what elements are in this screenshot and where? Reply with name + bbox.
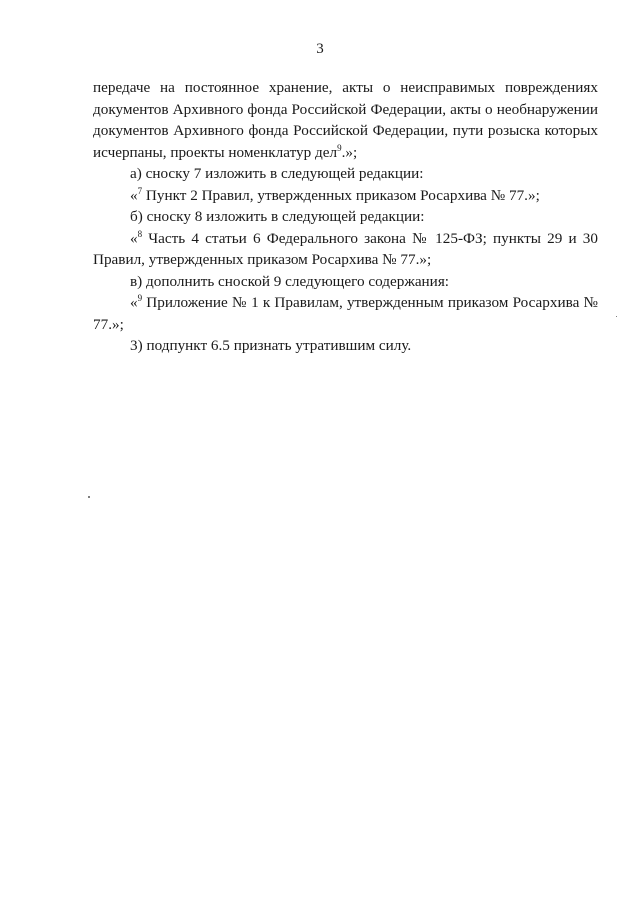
paragraph-item-b bbox=[93, 206, 598, 228]
quote-open: « bbox=[130, 229, 138, 247]
paragraph-item-3 bbox=[93, 335, 598, 357]
paragraph-text: 3) подпункт 6.5 признать утратившим силу. bbox=[130, 337, 412, 354]
paragraph-text: Часть 4 статьи 6 Федерального закона № 125-ФЗ; пункты 29 и 30 Правил, утвержденных приказом Росархива № 77.»; bbox=[93, 229, 598, 268]
paragraph-text: б) сноску 8 изложить в следующей редакции: bbox=[130, 208, 425, 225]
paragraph-text: в) дополнить сноской 9 следующего содержания: bbox=[130, 272, 450, 290]
footnote-reference: 9 bbox=[337, 142, 342, 153]
paragraph-text: а) сноску 7 изложить в следующей редакции: bbox=[130, 165, 424, 182]
paragraph-text: Приложение № 1 к Правилам, утвержденным приказом Росархива № 77.»; bbox=[93, 294, 598, 333]
footnote-number: 9 bbox=[137, 293, 143, 303]
scan-speck bbox=[88, 496, 90, 498]
scan-speck bbox=[616, 316, 617, 317]
quote-open: « bbox=[130, 186, 138, 204]
paragraph-item-a bbox=[93, 163, 598, 185]
document-body bbox=[93, 77, 598, 357]
paragraph-continuation bbox=[93, 77, 598, 163]
paragraph-tail: .»; bbox=[341, 143, 358, 161]
paragraph-text: передаче на постоянное хранение, акты о неисправимых повреждениях документов Архивного фонда Российской Федерации, акты о необнаружении документов Архивного фонда Российской Федерации, пути розыска которых исчерпаны, проекты номенклатур дел bbox=[93, 79, 598, 161]
quote-open: « bbox=[130, 294, 138, 311]
paragraph-item-v bbox=[93, 271, 598, 293]
footnote-number: 7 bbox=[137, 185, 143, 196]
footnote-number: 8 bbox=[137, 228, 143, 239]
paragraph-footnote-8 bbox=[93, 228, 598, 271]
paragraph-text: Пункт 2 Правил, утвержденных приказом Росархива № 77.»; bbox=[142, 186, 540, 204]
paragraph-footnote-7 bbox=[93, 185, 598, 207]
page-number: 3 bbox=[316, 41, 324, 57]
paragraph-footnote-9 bbox=[93, 292, 598, 335]
